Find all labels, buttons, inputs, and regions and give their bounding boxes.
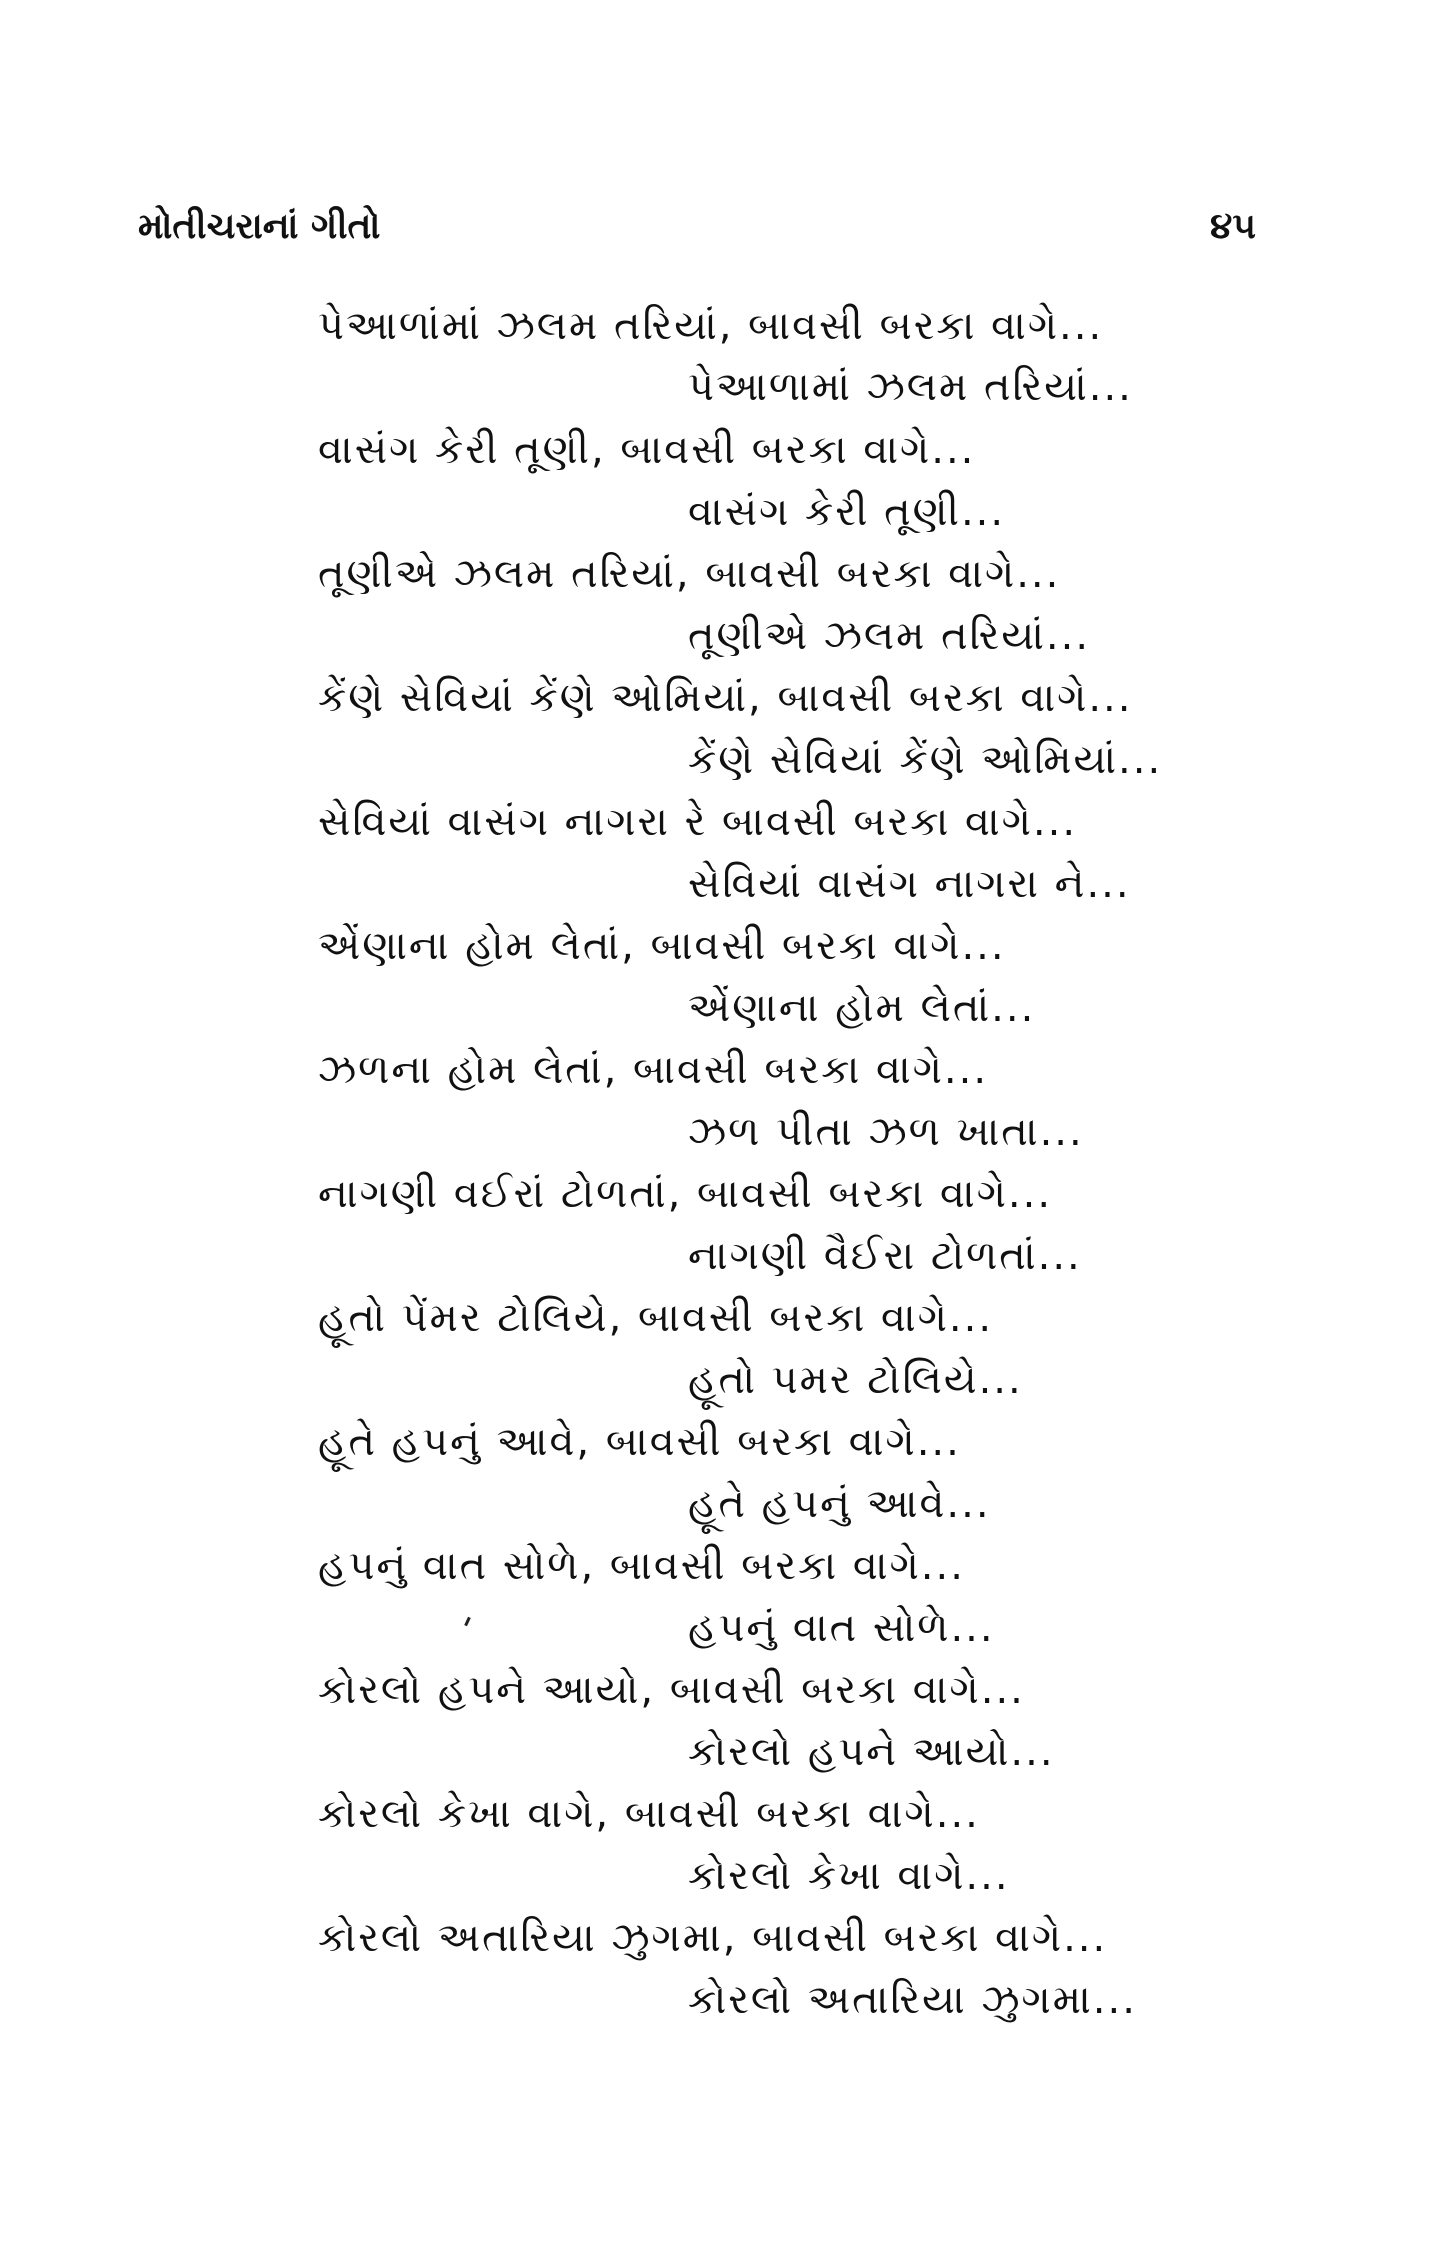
verse-refrain: કોરલો કેખા વાગે... — [688, 1853, 1010, 1899]
verse-line: હૂતે હપનું આવે, બાવસી બરકા વાગે... — [318, 1419, 961, 1465]
verse-line: વાસંગ કેરી તૂણી, બાવસી બરકા વાગે... — [318, 427, 976, 473]
verse-line: પેઆળાંમાં ઝલમ તરિયાં, બાવસી બરકા વાગે... — [318, 303, 1104, 349]
verse-refrain: ઝળ પીતા ઝળ ખાતા... — [688, 1109, 1084, 1155]
verse-refrain: તૂણીએ ઝલમ તરિયાં... — [688, 613, 1091, 659]
verse-refrain: સેવિયાં વાસંગ નાગરા ને... — [688, 861, 1131, 907]
verse-refrain: કોરલો હપને આયો... — [688, 1729, 1055, 1775]
verse-line: હપનું વાત સોળે, બાવસી બરકા વાગે... — [318, 1543, 965, 1589]
verse-line: એંણાના હોમ લેતાં, બાવસી બરકા વાગે... — [318, 923, 1006, 969]
running-head-title: મોતીચરાનાં ગીતો — [138, 205, 381, 247]
page-number: ૪૫ — [1210, 205, 1256, 247]
verse-line: હૂતો પેંમર ટોલિયે, બાવસી બરકા વાગે... — [318, 1295, 994, 1341]
verse-refrain: વાસંગ કેરી તૂણી... — [688, 489, 1006, 535]
verse-refrain: હૂતો પમર ટોલિયે... — [688, 1357, 1023, 1403]
stray-ink-mark — [464, 1617, 471, 1626]
verse-line: કોરલો હપને આયો, બાવસી બરકા વાગે... — [318, 1667, 1025, 1713]
verse-refrain: હૂતે હપનું આવે... — [688, 1481, 991, 1527]
verse-refrain: કોરલો અતારિયા ઝુગમા... — [688, 1977, 1137, 2023]
verse-refrain: કેંણે સેવિયાં કેંણે ઓમિયાં... — [688, 737, 1163, 783]
verse-refrain: એંણાના હોમ લેતાં... — [688, 985, 1036, 1031]
verse-line: ઝળના હોમ લેતાં, બાવસી બરકા વાગે... — [318, 1047, 989, 1093]
verse-line: તૂણીએ ઝલમ તરિયાં, બાવસી બરકા વાગે... — [318, 551, 1061, 597]
verse-line: કોરલો અતારિયા ઝુગમા, બાવસી બરકા વાગે... — [318, 1915, 1108, 1961]
verse-refrain: પેઆળામાં ઝલમ તરિયાં... — [688, 364, 1133, 410]
verse-line: કેંણે સેવિયાં કેંણે ઓમિયાં, બાવસી બરકા વાગે... — [318, 675, 1133, 721]
verse-line: નાગણી વઈરાં ટોળતાં, બાવસી બરકા વાગે... — [318, 1171, 1053, 1217]
page-header — [0, 0, 1438, 300]
verse-refrain: હપનું વાત સોળે... — [688, 1605, 995, 1651]
verse-line: સેવિયાં વાસંગ નાગરા રે બાવસી બરકા વાગે... — [318, 799, 1078, 845]
verse-refrain: નાગણી વૈઈરા ટોળતાં... — [688, 1233, 1082, 1279]
verse-line: કોરલો કેખા વાગે, બાવસી બરકા વાગે... — [318, 1791, 980, 1837]
